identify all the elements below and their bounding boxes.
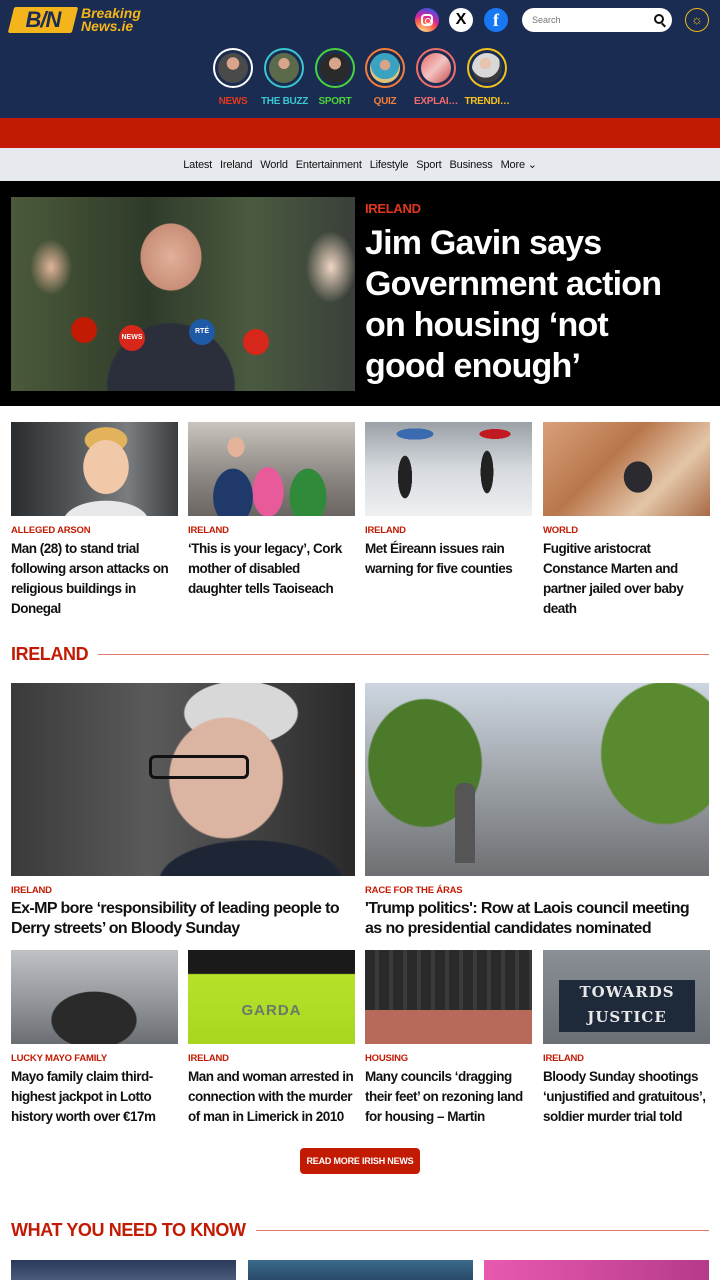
hero-title[interactable]: Jim Gavin says Government action on housing ‘not good enough’: [365, 224, 662, 385]
article-image[interactable]: [365, 950, 532, 1044]
instagram-icon[interactable]: [415, 8, 439, 32]
search-icon[interactable]: [654, 14, 664, 24]
site-logo[interactable]: [11, 6, 141, 34]
search-box: [522, 8, 672, 32]
story-quiz[interactable]: QUIZ: [362, 48, 408, 107]
hero-category[interactable]: IRELAND: [365, 201, 421, 216]
article-title[interactable]: Fugitive aristocrat Constance Marten and partner jailed over baby death: [543, 541, 684, 616]
article-card[interactable]: [11, 422, 178, 619]
article-card[interactable]: [11, 950, 178, 1127]
article-title[interactable]: Man and woman arrested in connection with the murder of man in Limerick in 2010: [188, 1069, 354, 1124]
story-sport[interactable]: SPORT: [312, 48, 358, 107]
story-the-buzz[interactable]: THE BUZZ: [261, 48, 307, 107]
article-image[interactable]: [365, 683, 709, 876]
article-category[interactable]: ALLEGED ARSON: [11, 525, 91, 536]
article-title[interactable]: Bloody Sunday shootings ‘unjustified and gratuitous’, soldier murder trial told: [543, 1069, 706, 1124]
nav-world[interactable]: World: [260, 158, 288, 171]
main-nav: [0, 148, 720, 181]
article-image[interactable]: TOWARDS JUSTICE: [543, 950, 710, 1044]
nav-sport[interactable]: Sport: [416, 158, 442, 171]
nav-business[interactable]: Business: [449, 158, 493, 171]
article-title[interactable]: Man (28) to stand trial following arson attacks on religious buildings in Donegal: [11, 541, 169, 616]
logo-mark: B/N: [11, 7, 75, 33]
article-category[interactable]: IRELAND: [188, 1053, 229, 1064]
article-card[interactable]: [543, 422, 710, 619]
article-card[interactable]: [365, 422, 532, 579]
article-image[interactable]: [11, 683, 355, 876]
article-image[interactable]: GARDA: [188, 950, 355, 1044]
article-title[interactable]: ‘This is your legacy’, Cork mother of disabled daughter tells Taoiseach: [188, 541, 342, 596]
article-image[interactable]: [11, 1260, 236, 1280]
logo-text: Breaking News.ie: [81, 5, 141, 34]
article-image[interactable]: [484, 1260, 709, 1280]
article-title[interactable]: 'Trump politics': Row at Laois council meeting as no presidential candidates nominated: [365, 900, 690, 937]
search-input[interactable]: [532, 12, 650, 28]
nav-lifestyle[interactable]: Lifestyle: [369, 158, 409, 171]
top-bar: [0, 0, 720, 40]
article-card[interactable]: [365, 683, 709, 939]
article-image[interactable]: [11, 950, 178, 1044]
nav-more-dropdown[interactable]: More ⌄: [500, 159, 537, 171]
theme-toggle-icon[interactable]: ☼: [685, 8, 709, 32]
article-image[interactable]: [248, 1260, 473, 1280]
article-category[interactable]: WORLD: [543, 525, 578, 536]
article-image[interactable]: [188, 422, 355, 516]
article-category[interactable]: IRELAND: [543, 1053, 584, 1064]
nav-ireland[interactable]: Ireland: [220, 158, 253, 171]
hero-image[interactable]: NEWS RTÉ: [11, 197, 355, 391]
facebook-icon[interactable]: f: [484, 8, 508, 32]
article-category[interactable]: IRELAND: [188, 525, 229, 536]
nav-latest[interactable]: Latest: [183, 158, 213, 171]
nav-entertainment[interactable]: Entertainment: [295, 158, 362, 171]
article-title[interactable]: Ex-MP bore ‘responsibility of leading people to Derry streets’ on Bloody Sunday: [11, 900, 339, 937]
story-explainer[interactable]: EXPLAI…: [413, 48, 459, 107]
story-trending[interactable]: TRENDI…: [464, 48, 510, 107]
article-category[interactable]: LUCKY MAYO FAMILY: [11, 1053, 108, 1064]
ad-band: [0, 118, 720, 148]
article-category[interactable]: IRELAND: [11, 885, 52, 896]
article-category[interactable]: RACE FOR THE ÁRAS: [365, 885, 463, 896]
article-card[interactable]: [188, 950, 355, 1127]
story-news[interactable]: NEWS: [210, 48, 256, 107]
article-card[interactable]: [543, 950, 710, 1127]
article-image[interactable]: [11, 422, 178, 516]
hero-story[interactable]: [0, 181, 720, 406]
article-card[interactable]: [188, 422, 355, 599]
article-category[interactable]: IRELAND: [365, 525, 406, 536]
article-image[interactable]: [543, 422, 710, 516]
article-card[interactable]: [11, 683, 355, 939]
x-twitter-icon[interactable]: X: [449, 8, 473, 32]
stories-bar: [0, 40, 720, 118]
article-title[interactable]: Many councils ‘dragging their feet’ on rezoning land for housing – Martin: [365, 1069, 523, 1124]
article-card[interactable]: [365, 950, 532, 1127]
article-image[interactable]: [365, 422, 532, 516]
article-category[interactable]: HOUSING: [365, 1053, 408, 1064]
section-heading-ireland[interactable]: IRELAND: [11, 644, 709, 665]
section-heading-need-to-know[interactable]: WHAT YOU NEED TO KNOW: [11, 1220, 709, 1241]
read-more-irish-news-button[interactable]: READ MORE IRISH NEWS: [300, 1148, 420, 1174]
article-title[interactable]: Mayo family claim third-highest jackpot in Lotto history worth over €17m: [11, 1069, 156, 1124]
article-title[interactable]: Met Éireann issues rain warning for five counties: [365, 541, 513, 576]
